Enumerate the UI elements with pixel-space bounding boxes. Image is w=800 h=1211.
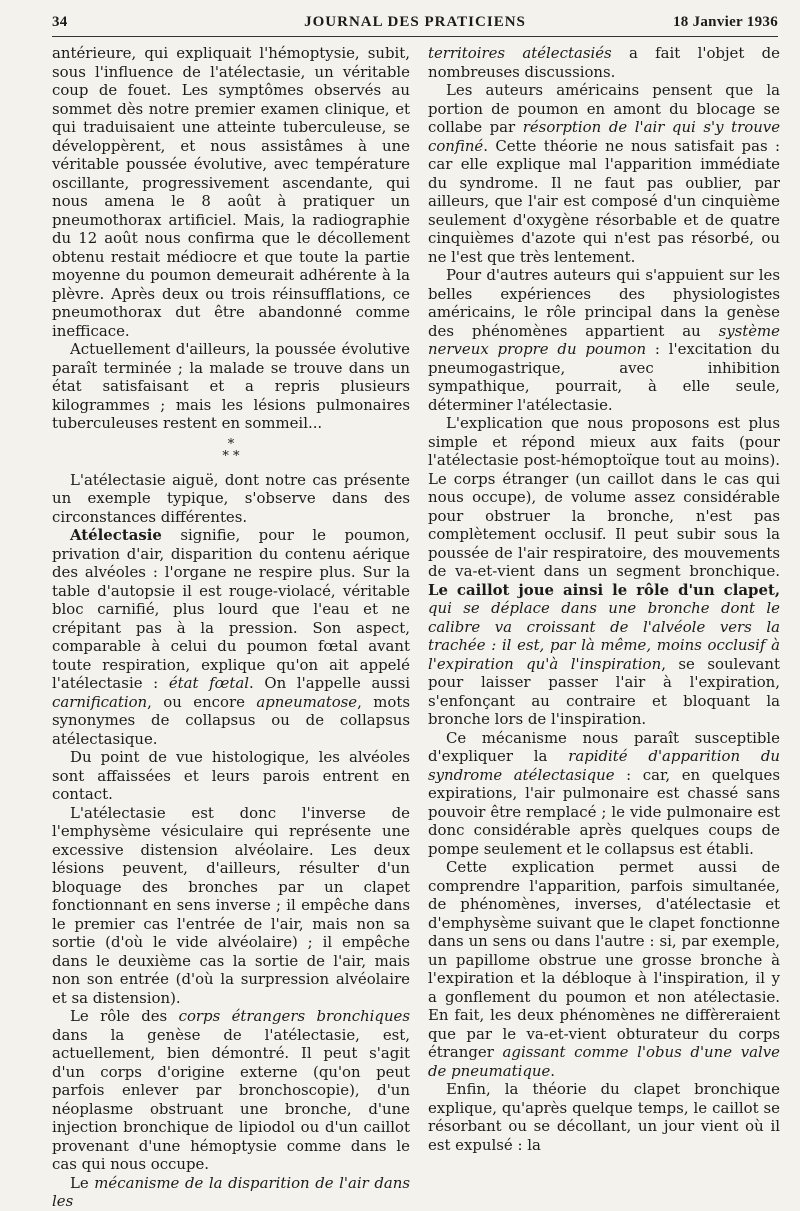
issue-date: 18 Janvier 1936 [672,14,778,30]
paragraph: Le rôle des corps étrangers bronchiques dans la genèse de l'atélectasie, est, actuellement, bien démontré. Il peut s'agit d'un corps d'origine externe (qu'on peut parfois enlever par bronchoscopie), d'un néoplasme obstruant une bronche, d'une injection bronchique de lipiodol ou d'un caillot provenant d'une hémoptysie comme dans le cas qui nous occupe. [52,1007,411,1173]
right-column [428,44,781,1154]
paragraph: territoires atélectasiés a fait l'objet de nombreuses discussions. [428,44,780,81]
paragraph: Actuellement d'ailleurs, la poussée évolutive paraît terminée ; la malade se trouve dans un état satisfaisant et a repris plusieurs kilogrammes ; mais les lésions pulmonaires tuberculeuses restent en sommeil... [52,340,410,432]
paragraph: Le mécanisme de la disparition de l'air dans les [52,1173,411,1210]
paragraph: L'explication que nous proposons est plus simple et répond mieux aux faits (pour l'atélectasie post-hémoptoïque tout au moins). Le corps étranger (un caillot dans le cas qui nous occupe), de volume assez considérable pour obstruer la bronche, n'est pas complètement occlusif. Il peut subir sous la poussée de l'air respiratoire, des mouvements de va-et-vient dans un segment bronchique. Le caillot joue ainsi le rôle d'un clapet, qui se déplace dans une bronche dont le calibre va croissant de l'alvéole vers la trachée : il est, par là même, moins occlusif à l'expiration qu'à l'inspiration, se soulevant pour laisser passer l'air à l'expiration, s'enfonçant au contraire et bloquant la bronche lors de l'inspiration. [428,414,780,728]
paragraph: L'atélectasie est donc l'inverse de l'emphysème vésiculaire qui représente une excessive distension alvéolaire. Les deux lésions peuvent, d'ailleurs, résulter d'un bloquage des bronches par un clapet fonctionnant en sens inverse ; il empêche dans le premier cas l'entrée de l'air, mais non sa sortie (d'où le vide alvéolaire) ; il empêche dans le deuxième cas la sortie de l'air, mais non son entrée (d'où la surpression alvéolaire et sa distension). [52,803,410,1007]
paragraph: Les auteurs américains pensent que la portion de poumon en amont du blocage se collabe par résorption de l'air qui s'y trouve confiné. Cette théorie ne nous satisfait pas : car elle explique mal l'apparition immédiate du syndrome. Il ne faut pas oublier, par ailleurs, que l'air est composé d'un cinquième seulement d'oxygène résorbable et de quatre cinquièmes d'azote qui n'est pas résorbé, ou ne l'est que très lentement. [428,81,781,266]
paragraph: Cette explication permet aussi de comprendre l'apparition, parfois simultanée, de phénomènes, inverses, d'atélectasie et d'emphysème suivant que le clapet fonctionne dans un sens ou dans l'autre : si, par exemple, un papillome obstrue une grosse bronche à l'expiration et la débloque à l'inspiration, il y a gonflement du poumon et non atélectasie. En fait, les deux phénomènes ne diffèreraient que par le va-et-vient obturateur du corps étranger agissant comme l'obus d'une valve de pneumatique. [428,858,780,1080]
paragraph: Pour d'autres auteurs qui s'appuient sur les belles expériences des physiologistes américains, le rôle principal dans la genèse des phénomènes appartient au système nerveux propre du poumon : l'excitation du pneumogastrique, avec inhibition sympathique, pourrait, à elle seule, déterminer l'atélectasie. [428,266,780,414]
paragraph: Du point de vue histologique, les alvéoles sont affaissées et leurs parois entrent en contact. [52,748,410,803]
paragraph: antérieure, qui expliquait l'hémoptysie, subit, sous l'influence de l'atélectasie, un véritable coup de fouet. Les symptômes observés au sommet dès notre premier examen clinique, et qui traduisaient une atteinte tuberculeuse, se développèrent, et nous assistâmes à une véritable poussée évolutive, avec température oscillante, progressivement ascendante, qui nous amena le 8 août à pratiquer un pneumothorax artificiel. Mais, la radiographie du 12 août nous confirma que le décollement obtenu restait médiocre et que toute la partie moyenne du poumon demeurait adhérente à la plèvre. Après deux ou trois réinsufflations, ce pneumothorax dut être abandonné comme inefficace. [52,44,410,340]
paragraph: Atélectasie signifie, pour le poumon, privation d'air, disparition du contenu aérique des alvéoles : l'organe ne respire plus. Sur la table d'autopsie il est rouge-violacé, véritable bloc carnifié, plus lourd que l'eau et ne crépitant pas à la pression. Son aspect, comparable à celui du poumon fœtal avant toute respiration, explique qu'on ait appelé l'atélectasie : état fœtal. On l'appelle aussi carnification, ou encore apneumatose, mots synonymes de collapsus ou de collapsus atélectasique. [52,526,410,748]
key-statement: Le caillot joue ainsi le rôle d'un clapet, [428,580,780,599]
term-bold: Atélectasie [70,526,162,544]
section-separator: * * * [222,436,240,464]
page-number: 34 [52,14,68,30]
journal-title: JOURNAL DES PRATICIENS [304,14,526,30]
header-rule [52,36,778,37]
paragraph: L'atélectasie aiguë, dont notre cas présente un exemple typique, s'observe dans des circonstances différentes. [52,470,410,526]
paragraph: Enfin, la théorie du clapet bronchique explique, qu'après quelque temps, le caillot se résorbant ou se décollant, un jour vient où il est expulsé : la [428,1080,780,1154]
left-column [52,44,411,1210]
page-header [52,14,778,34]
paragraph: Ce mécanisme nous paraît susceptible d'expliquer la rapidité d'apparition du syndrome atélectasique : car, en quelques expirations, l'air pulmonaire est chassé sans pouvoir être remplacé ; le vide pulmonaire est donc considérable après quelques coups de pompe seulement et le collapsus est établi. [428,728,780,858]
